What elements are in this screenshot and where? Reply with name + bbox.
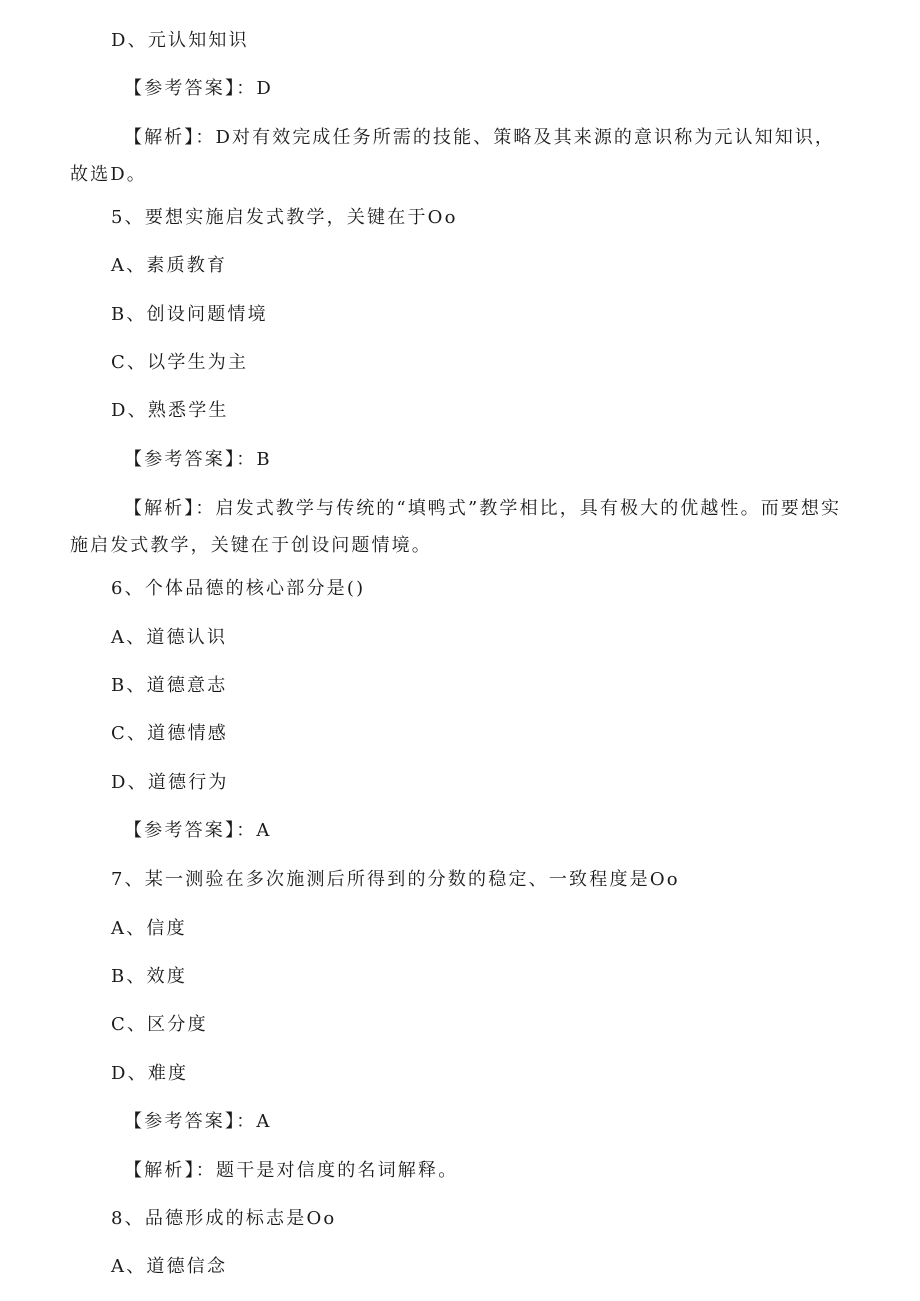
answer-q4: 【参考答案】：D [124, 78, 274, 99]
option-c-q6: C、道德情感 [111, 723, 228, 744]
option-c-q5: C、以学生为主 [111, 352, 249, 373]
option-d-q7: D、难度 [111, 1063, 189, 1084]
answer-q5: 【参考答案】：B [124, 449, 272, 470]
question-8: 8、品德形成的标志是Oo [111, 1208, 337, 1229]
answer-q7: 【参考答案】：A [124, 1111, 272, 1132]
explanation-q5: 【解析】：启发式教学与传统的“填鸭式”教学相比，具有极大的优越性。而要想实施启发式教学，关键在于创设问题情境。 [70, 498, 842, 556]
question-5: 5、要想实施启发式教学，关键在于Oo [111, 207, 458, 228]
option-d-q6: D、道德行为 [111, 772, 229, 793]
option-c-q7: C、区分度 [111, 1014, 208, 1035]
option-a-q8: A、道德信念 [111, 1256, 228, 1277]
answer-q6: 【参考答案】：A [124, 820, 272, 841]
explanation-q4: 【解析】：D对有效完成任务所需的技能、策略及其来源的意识称为元认知知识，故选D。 [70, 127, 836, 185]
option-b-q5: B、创设问题情境 [111, 304, 268, 325]
option-a-q5: A、素质教育 [111, 255, 228, 276]
question-6: 6、个体品德的核心部分是() [111, 578, 366, 599]
option-d-q4: D、元认知知识 [111, 30, 249, 51]
explanation-q7: 【解析】：题干是对信度的名词解释。 [124, 1160, 459, 1181]
option-d-q5: D、熟悉学生 [111, 400, 229, 421]
option-a-q7: A、信度 [111, 918, 187, 939]
question-7: 7、某一测验在多次施测后所得到的分数的稳定、一致程度是Oo [111, 869, 680, 890]
option-b-q6: B、道德意志 [111, 675, 228, 696]
option-b-q7: B、效度 [111, 966, 188, 987]
option-a-q6: A、道德认识 [111, 627, 228, 648]
